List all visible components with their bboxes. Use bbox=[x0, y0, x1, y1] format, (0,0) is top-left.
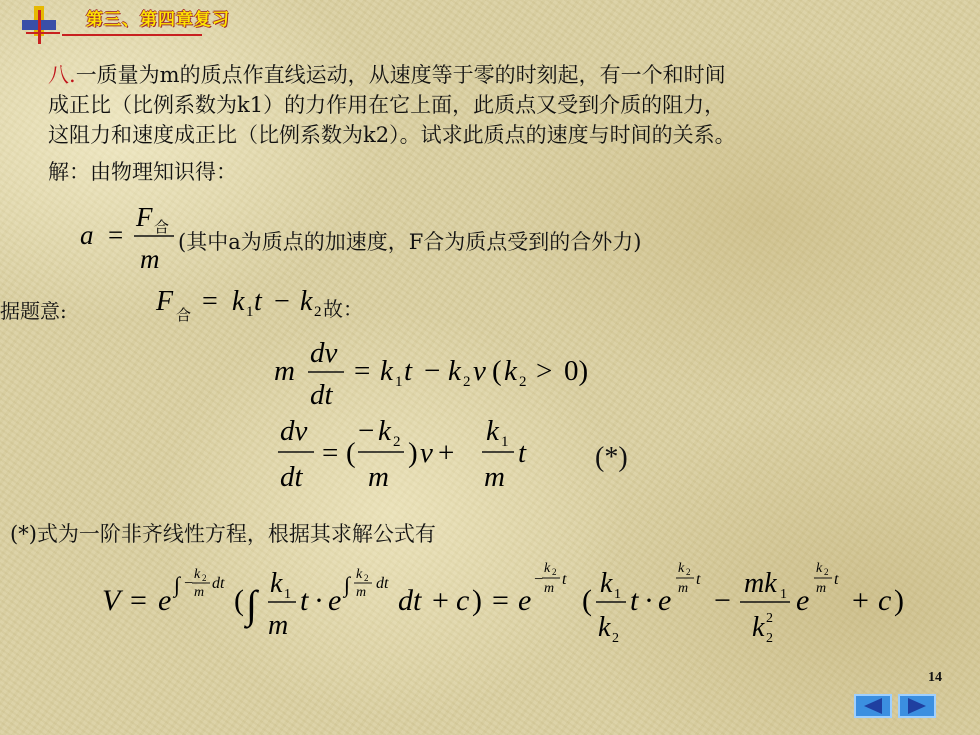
svg-text:e: e bbox=[328, 584, 342, 617]
svg-text:mk: mk bbox=[744, 568, 777, 599]
svg-text:∫: ∫ bbox=[246, 582, 257, 627]
acceleration-note: (其中a为质点的加速度，F合为质点受到的合外力) bbox=[178, 230, 642, 254]
svg-text:e: e bbox=[658, 584, 672, 617]
svg-text:2: 2 bbox=[314, 304, 322, 320]
svg-text:1: 1 bbox=[780, 587, 787, 602]
svg-text:(: ( bbox=[492, 355, 502, 387]
svg-text:F: F bbox=[156, 286, 174, 317]
svg-text:2: 2 bbox=[202, 573, 207, 583]
svg-text:=: = bbox=[322, 437, 339, 469]
title-underline bbox=[62, 34, 202, 36]
svg-text:−: − bbox=[358, 415, 375, 447]
svg-text:2: 2 bbox=[393, 434, 401, 450]
svg-text:dt: dt bbox=[398, 584, 422, 617]
svg-text:2: 2 bbox=[766, 611, 773, 626]
equation-motion bbox=[270, 330, 630, 410]
svg-text:dt: dt bbox=[212, 575, 225, 592]
svg-text:t: t bbox=[254, 286, 262, 317]
svg-text:1: 1 bbox=[395, 374, 403, 390]
svg-text:k: k bbox=[678, 561, 685, 576]
svg-text:k: k bbox=[378, 415, 391, 447]
svg-text:k: k bbox=[752, 612, 765, 643]
svg-text:F: F bbox=[136, 202, 153, 232]
svg-text:dt: dt bbox=[376, 575, 389, 592]
svg-text:t: t bbox=[696, 571, 701, 588]
problem-line-1: 八.一质量为m的质点作直线运动，从速度等于零的时刻起，有一个和时间 bbox=[48, 63, 726, 87]
svg-text:k: k bbox=[380, 355, 393, 387]
slide-title: 第三、第四章复习 bbox=[86, 10, 230, 30]
equation-solution bbox=[100, 548, 930, 668]
svg-text:0): 0) bbox=[564, 355, 589, 387]
svg-text:=: = bbox=[202, 286, 218, 317]
svg-text:dt: dt bbox=[310, 379, 333, 410]
svg-text:c: c bbox=[456, 584, 470, 617]
therefore-label: 故： bbox=[323, 297, 363, 321]
svg-text:2: 2 bbox=[364, 573, 369, 583]
svg-text:合: 合 bbox=[154, 220, 170, 236]
svg-text:e: e bbox=[796, 584, 810, 617]
svg-text:k: k bbox=[232, 286, 245, 317]
svg-text:t: t bbox=[834, 571, 839, 588]
svg-text:k: k bbox=[816, 561, 823, 576]
svg-text:k: k bbox=[544, 561, 551, 576]
svg-text:dv: dv bbox=[310, 337, 338, 369]
svg-text:2: 2 bbox=[463, 374, 471, 390]
svg-text:a: a bbox=[80, 220, 94, 250]
svg-text:m: m bbox=[678, 581, 689, 596]
svg-text:t: t bbox=[300, 584, 309, 617]
svg-text:1: 1 bbox=[284, 587, 291, 602]
svg-text:m: m bbox=[816, 581, 827, 596]
svg-text:∫: ∫ bbox=[344, 572, 351, 597]
svg-text:k: k bbox=[504, 355, 517, 387]
svg-text:−: − bbox=[714, 584, 731, 617]
svg-text:e: e bbox=[158, 584, 172, 617]
problem-number: 八. bbox=[48, 63, 76, 87]
side-label: 据题意: bbox=[0, 299, 67, 323]
svg-text:m: m bbox=[268, 610, 289, 641]
svg-text:v: v bbox=[473, 355, 486, 387]
svg-text:1: 1 bbox=[246, 304, 254, 320]
svg-text:−: − bbox=[184, 575, 194, 592]
svg-text:k: k bbox=[598, 612, 611, 643]
svg-text:2: 2 bbox=[612, 631, 619, 646]
svg-text:k: k bbox=[356, 567, 363, 582]
problem-line-3: 这阻力和速度成正比（比例系数为k2）。试求此质点的速度与时间的关系。 bbox=[48, 123, 736, 147]
svg-text:k: k bbox=[270, 568, 283, 599]
svg-text:k: k bbox=[300, 286, 313, 317]
svg-text:k: k bbox=[600, 568, 613, 599]
svg-text:m: m bbox=[544, 581, 555, 596]
svg-text:=: = bbox=[130, 584, 147, 617]
slide-logo-icon bbox=[20, 4, 60, 44]
svg-text:v: v bbox=[420, 437, 433, 469]
svg-text:(: ( bbox=[346, 437, 356, 469]
svg-text:2: 2 bbox=[519, 374, 527, 390]
svg-text:m: m bbox=[140, 244, 160, 274]
svg-text:+: + bbox=[852, 584, 869, 617]
svg-text:): ) bbox=[894, 584, 904, 617]
svg-text:+: + bbox=[432, 584, 449, 617]
svg-text:−: − bbox=[534, 571, 544, 588]
svg-text:1: 1 bbox=[501, 434, 509, 450]
svg-text:2: 2 bbox=[552, 567, 557, 577]
svg-text:∫: ∫ bbox=[174, 572, 181, 597]
svg-text:): ) bbox=[472, 584, 482, 617]
svg-text:k: k bbox=[486, 415, 499, 447]
svg-text:dv: dv bbox=[280, 415, 308, 447]
svg-text:t: t bbox=[562, 571, 567, 588]
svg-text:k: k bbox=[448, 355, 461, 387]
svg-text:=: = bbox=[492, 584, 509, 617]
svg-text:=: = bbox=[108, 220, 124, 250]
svg-text:t: t bbox=[518, 437, 527, 469]
svg-text:m: m bbox=[368, 461, 389, 493]
svg-text:>: > bbox=[536, 355, 553, 387]
svg-text:(: ( bbox=[582, 584, 592, 617]
svg-text:t: t bbox=[404, 355, 413, 387]
svg-text:合: 合 bbox=[176, 308, 192, 324]
svg-text:k: k bbox=[194, 567, 201, 582]
svg-text:): ) bbox=[408, 437, 418, 469]
svg-text:2: 2 bbox=[686, 567, 691, 577]
equation-star-label: (*) bbox=[595, 442, 628, 473]
next-slide-button[interactable] bbox=[898, 694, 936, 718]
svg-text:m: m bbox=[274, 355, 295, 387]
svg-text:dt: dt bbox=[280, 461, 303, 493]
svg-text:(: ( bbox=[234, 584, 244, 617]
svg-text:t: t bbox=[630, 584, 639, 617]
svg-text:−: − bbox=[424, 355, 441, 387]
page-number: 14 bbox=[928, 670, 942, 685]
svg-text:+: + bbox=[438, 437, 455, 469]
svg-text:1: 1 bbox=[614, 587, 621, 602]
svg-text:=: = bbox=[354, 355, 371, 387]
linear-equation-text: (*)式为一阶非齐线性方程，根据其求解公式有 bbox=[10, 522, 436, 546]
svg-text:2: 2 bbox=[766, 631, 773, 646]
svg-text:·: · bbox=[644, 584, 654, 617]
svg-text:c: c bbox=[878, 584, 892, 617]
problem-line-2: 成正比（比例系数为k1）的力作用在它上面，此质点又受到介质的阻力， bbox=[48, 93, 726, 117]
prev-slide-button[interactable] bbox=[854, 694, 892, 718]
svg-text:m: m bbox=[356, 585, 367, 600]
svg-text:e: e bbox=[518, 584, 532, 617]
svg-text:−: − bbox=[274, 286, 290, 317]
right-arrow-icon bbox=[900, 696, 934, 716]
svg-text:V: V bbox=[102, 584, 121, 617]
svg-text:·: · bbox=[314, 584, 324, 617]
left-arrow-icon bbox=[856, 696, 890, 716]
svg-text:2: 2 bbox=[824, 567, 829, 577]
svg-text:m: m bbox=[194, 585, 205, 600]
problem-statement bbox=[48, 60, 948, 150]
svg-text:m: m bbox=[484, 461, 505, 493]
solution-intro: 解：由物理知识得： bbox=[48, 160, 237, 184]
